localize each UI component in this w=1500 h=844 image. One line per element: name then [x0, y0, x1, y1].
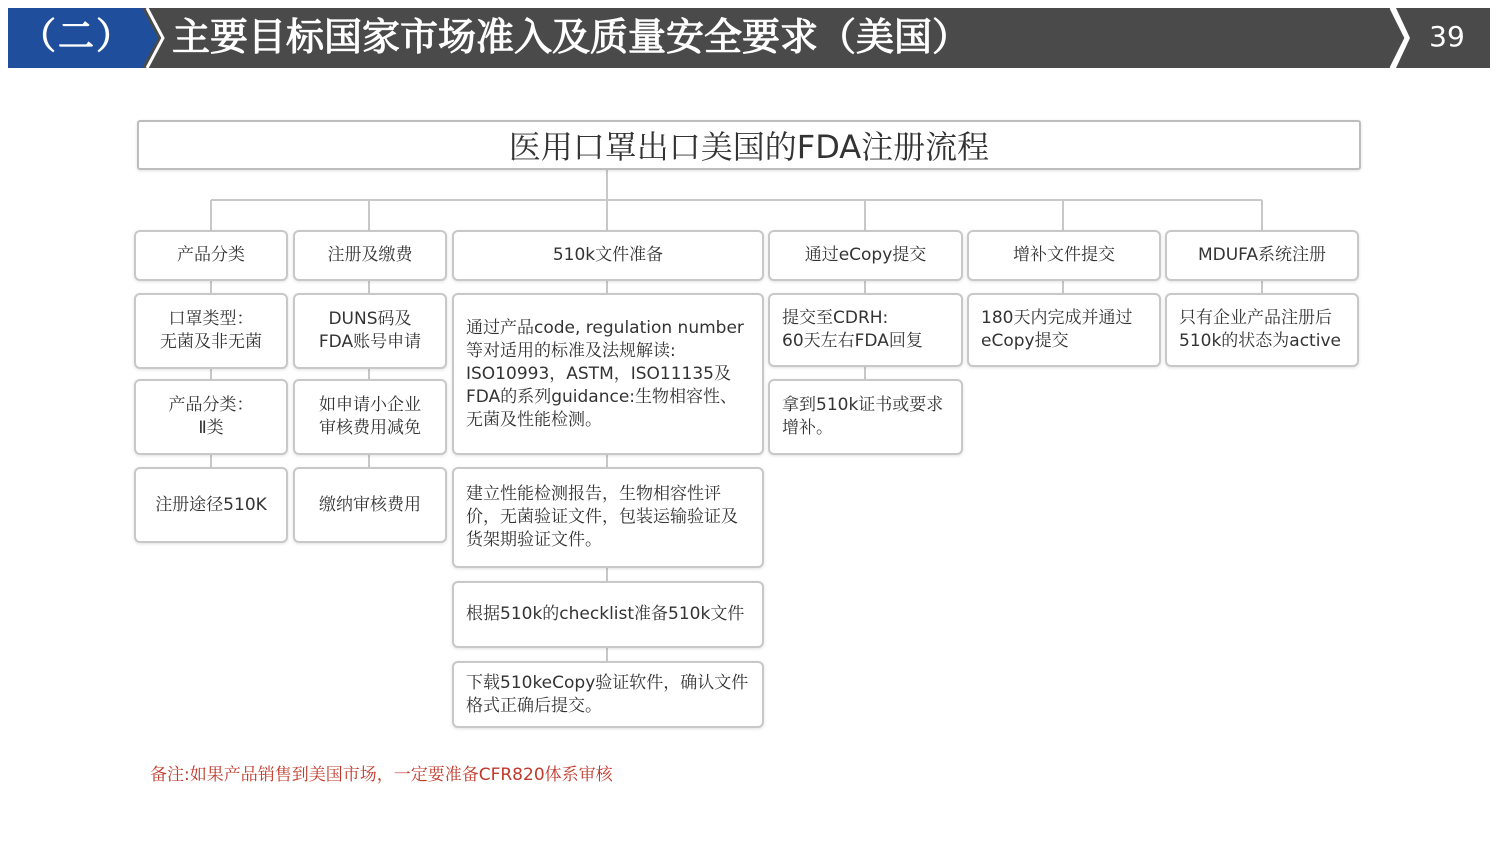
- section-number: （二）: [19, 16, 134, 57]
- step-mask-type: 口罩类型： 无菌及非无菌: [134, 293, 288, 369]
- column-header-510k-preparation: 510k文件准备: [452, 230, 764, 281]
- column-header-product-classification: 产品分类: [134, 230, 288, 281]
- step-ecopy-verification: 下载510keCopy验证软件，确认文件格式正确后提交。: [452, 661, 764, 728]
- step-small-business-fee-waiver: 如申请小企业 审核费用减免: [293, 379, 447, 455]
- step-prepare-510k-checklist: 根据510k的checklist准备510k文件: [452, 581, 764, 648]
- step-standards-interpretation: 通过产品code, regulation number等对适用的标准及法规解读: ISO10993，ASTM，ISO11135及FDA的系列guidance:生物相容性、无菌及性能检测。: [452, 293, 764, 455]
- step-submit-to-cdrh: 提交至CDRH: 60天左右FDA回复: [768, 293, 963, 367]
- page-number: 39: [1429, 20, 1465, 53]
- step-registration-path: 注册途径510K: [134, 467, 288, 543]
- step-duns-fda-account: DUNS码及 FDA账号申请: [293, 293, 447, 369]
- step-build-test-reports: 建立性能检测报告，生物相容性评价，无菌验证文件，包装运输验证及货架期验证文件。: [452, 467, 764, 568]
- column-header-mdufa-registration: MDUFA系统注册: [1165, 230, 1359, 281]
- step-mdufa-active-status: 只有企业产品注册后510k的状态为active: [1165, 293, 1359, 367]
- page-title: 主要目标国家市场准入及质量安全要求（美国）: [172, 15, 971, 59]
- diagram-title: 医用口罩出口美国的FDA注册流程: [137, 120, 1361, 170]
- footnote-remark: 备注:如果产品销售到美国市场，一定要准备CFR820体系审核: [150, 765, 613, 785]
- step-supplement-within-180-days: 180天内完成并通过eCopy提交: [967, 293, 1161, 367]
- column-header-supplement-submission: 增补文件提交: [967, 230, 1161, 281]
- step-obtain-510k-certificate: 拿到510k证书或要求增补。: [768, 379, 963, 455]
- step-product-class: 产品分类： Ⅱ类: [134, 379, 288, 455]
- column-header-registration-fee: 注册及缴费: [293, 230, 447, 281]
- column-header-ecopy-submission: 通过eCopy提交: [768, 230, 963, 281]
- step-pay-review-fee: 缴纳审核费用: [293, 467, 447, 543]
